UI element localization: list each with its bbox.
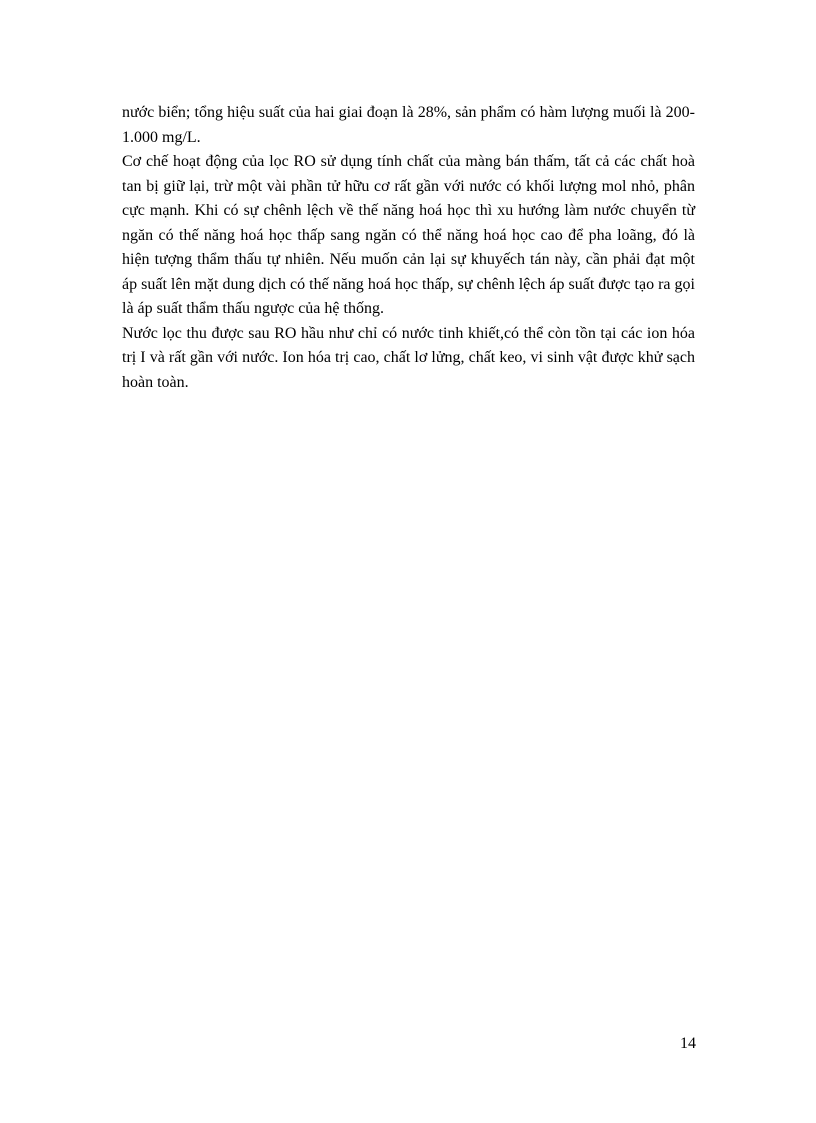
- paragraph-ro-output: Nước lọc thu được sau RO hầu như chỉ có nước tinh khiết,có thể còn tồn tại các ion hóa trị I và rất gần với nước. Ion hóa trị cao, chất lơ lửng, chất keo, vi sinh vật được khử sạch hoàn toàn.: [122, 324, 695, 391]
- paragraph-ro-mechanism: Cơ chế hoạt động của lọc RO sử dụng tính chất của màng bán thấm, tất cả các chất hoà tan bị giữ lại, trừ một vài phần tử hữu cơ rất gần với nước có khối lượng mol nhỏ, phân cực mạnh. Khi có sự chênh lệch về thế năng hoá học thì xu hướng làm nước chuyển từ ngăn có thế năng hoá học thấp sang ngăn có thể năng hoá học cao để pha loãng, đó là hiện tượng thẩm thấu tự nhiên. Nếu muốn cản lại sự khuyếch tán này, cần phải đạt một áp suất lên mặt dung dịch có thế năng hoá học thấp, sự chênh lệch áp suất được tạo ra gọi là áp suất thẩm thấu ngược của hệ thống.: [122, 153, 695, 317]
- body-text: [122, 101, 695, 395]
- paragraph-continuation: nước biển; tổng hiệu suất của hai giai đoạn là 28%, sản phẩm có hàm lượng muối là 200-1.000 mg/L.: [122, 104, 695, 146]
- page-number: 14: [680, 1035, 696, 1052]
